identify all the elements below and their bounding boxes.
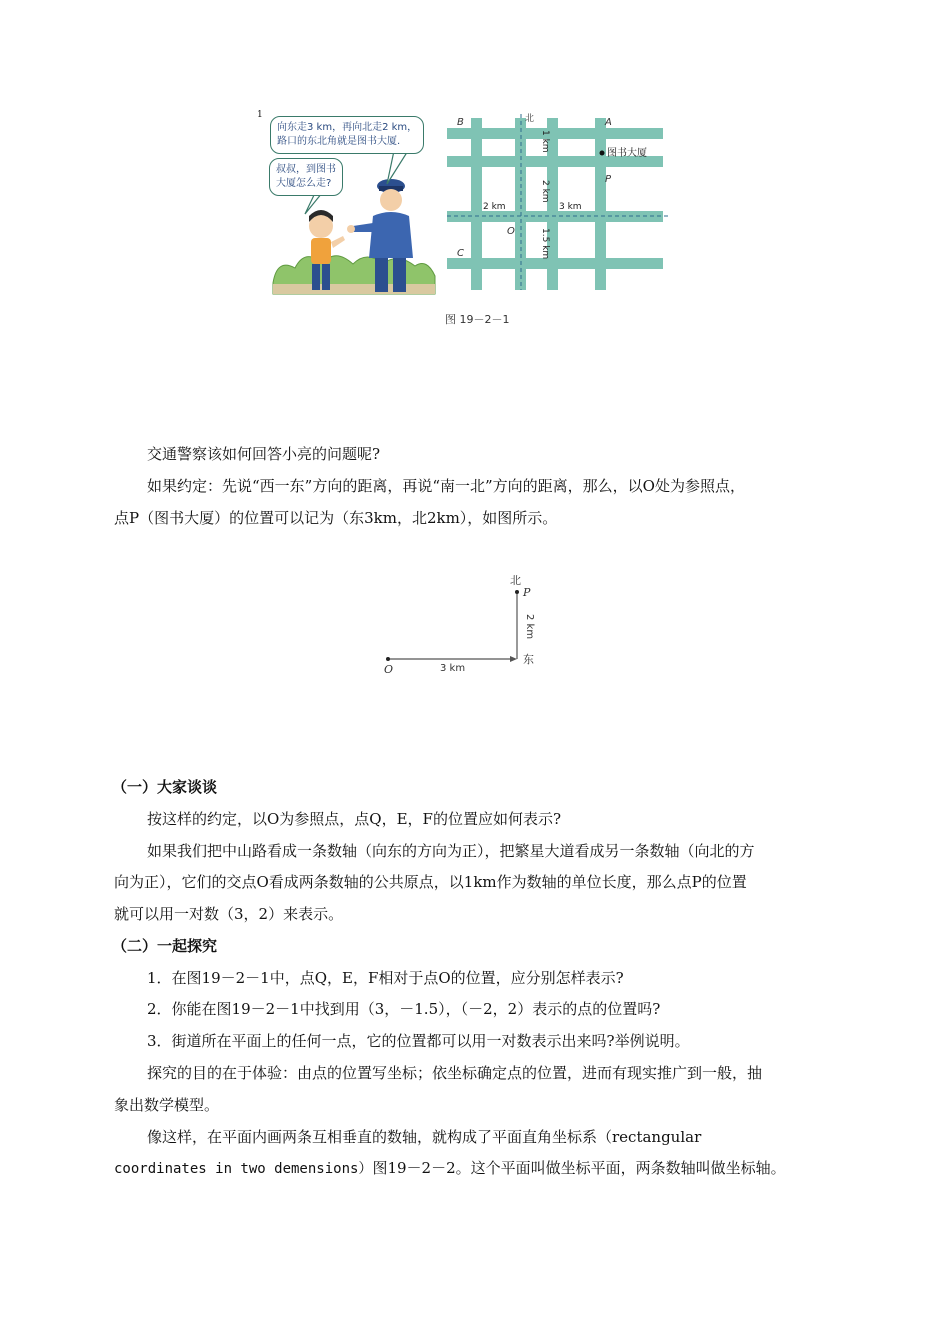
fig2-north-label: 北 (510, 574, 521, 587)
fig2-origin-label: O (384, 663, 394, 676)
figure-1-caption: 图 19－2－1 (445, 313, 510, 326)
definition-line-2 (114, 1157, 786, 1180)
definition-line-2-rest: 图19－2－2。这个平面叫做坐标平面，两条数轴叫做坐标轴。 (372, 1159, 786, 1177)
paragraph-convention-line-1: 如果约定：先说“西一东”方向的距离，再说“南一北”方向的距离，那么，以O处为参照点， (147, 477, 745, 495)
fig2-east-label: 东 (523, 653, 534, 666)
point-p-label: P (605, 174, 612, 185)
section-2-item-2: 2．你能在图19－2－1中找到用（3，－1.5），（－2，2）表示的点的位置吗? (147, 1000, 661, 1018)
bubble-police-line-2: 路口的东北角就是图书大厦. (277, 136, 401, 147)
boy-speech-bubble (269, 158, 343, 196)
dist-east-label: 3 km (559, 202, 582, 212)
corner-mark: 1 (257, 110, 263, 120)
east-arrow (510, 656, 517, 662)
dist-south-label: 1.5 km (540, 228, 550, 260)
section-1-line-3: 就可以用一对数（3，2）来表示。 (114, 905, 344, 923)
paragraph-convention-line-2: 点P（图书大厦）的位置可以记为（东3km，北2km），如图所示。 (114, 509, 558, 527)
section-2-item-3: 3．街道所在平面上的任何一点，它的位置都可以用一对数表示出来吗?举例说明。 (147, 1032, 690, 1050)
point-c-label: C (457, 248, 464, 259)
bubble-boy-line-1: 叔叔，到图书 (276, 164, 336, 175)
point-b-label: B (457, 117, 464, 128)
section-2-item-1: 1．在图19－2－1中，点Q，E，F相对于点O的位置，应分别怎样表示? (147, 969, 624, 987)
dist-west-label: 2 km (483, 202, 506, 212)
street-map (447, 110, 669, 290)
section-1-title: （一）大家谈谈 (112, 778, 218, 796)
building-dot (600, 151, 605, 156)
paragraph-question: 交通警察该如何回答小亮的问题呢? (147, 445, 381, 463)
section-2-purpose-line-1: 探究的目的在于体验：由点的位置写坐标；依坐标确定点的位置，进而有现实推广到一般，抽 (147, 1064, 763, 1082)
dist-north-label: 2 km (540, 180, 550, 203)
point-o-label: O (507, 226, 515, 237)
fig2-east-dist: 3 km (440, 663, 466, 674)
street-v1 (471, 118, 482, 290)
bubble-police-line-1: 向东走3 km，再向北走2 km， (277, 122, 418, 133)
point-a-label: A (605, 117, 612, 128)
police-speech-bubble (270, 116, 424, 154)
bubble-boy-line-2: 大厦怎么走? (276, 178, 332, 189)
dist-north-upper-label: 1 km (540, 130, 550, 153)
origin-dot (386, 657, 390, 661)
section-1-question: 按这样的约定，以O为参照点，点Q，E，F的位置应如何表示? (147, 810, 561, 828)
fig2-point-label: P (523, 586, 531, 599)
street-v4 (595, 118, 606, 290)
definition-line-1: 像这样，在平面内画两条互相垂直的数轴，就构成了平面直角坐标系（rectangular (147, 1128, 702, 1146)
section-1-line-2: 向为正），它们的交点O看成两条数轴的公共原点，以1km作为数轴的单位长度，那么点P的位置 (114, 873, 747, 891)
figure-o-to-p (380, 570, 550, 680)
definition-english-term: coordinates in two demensions） (114, 1161, 373, 1177)
section-2-title: （二）一起探究 (112, 937, 218, 955)
fig2-north-dist: 2 km (524, 614, 535, 640)
section-2-purpose-line-2: 象出数学模型。 (114, 1096, 220, 1114)
map-north-label: 北 (525, 114, 535, 124)
section-1-line-1: 如果我们把中山路看成一条数轴（向东的方向为正），把繁星大道看成另一条数轴（向北的方 (147, 842, 755, 860)
figure-19-2-1 (257, 108, 675, 328)
building-label: 图书大厦 (607, 148, 647, 159)
point-p-dot (515, 590, 519, 594)
